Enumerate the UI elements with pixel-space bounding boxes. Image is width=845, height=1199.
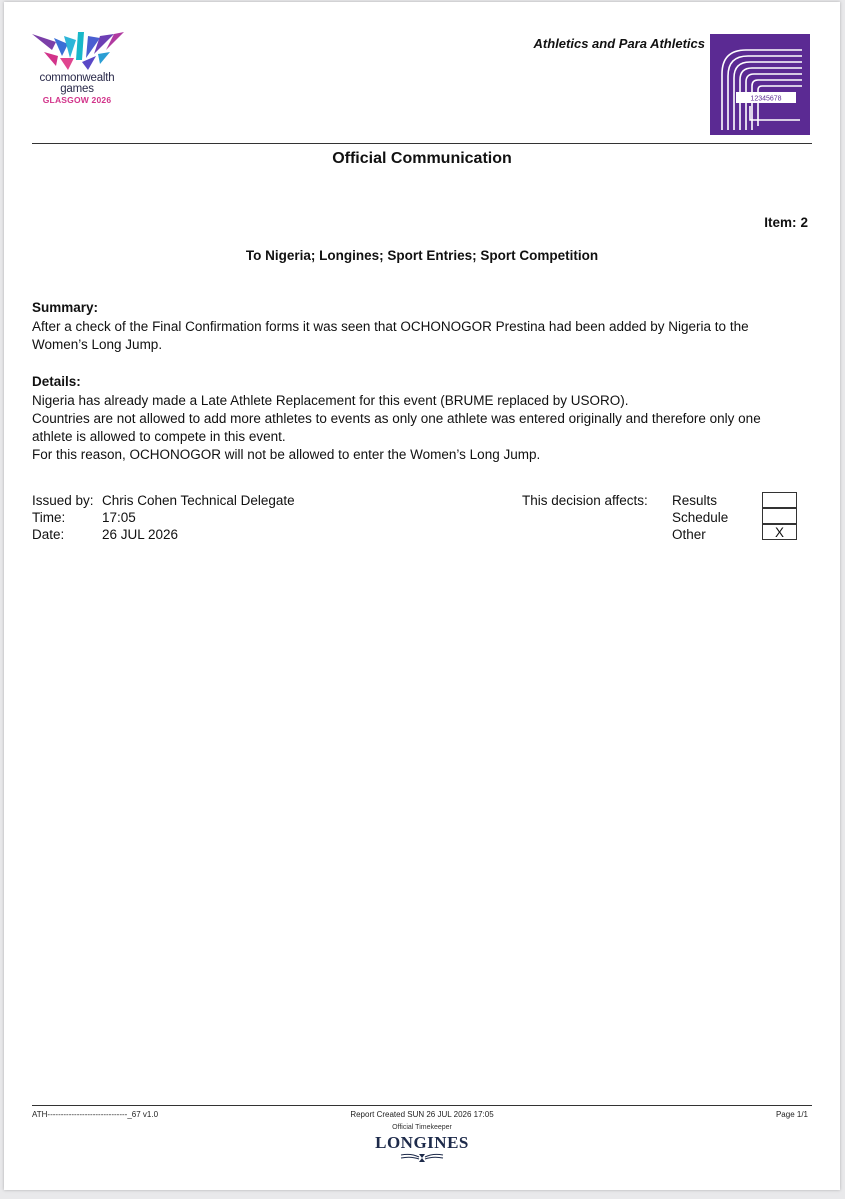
footer-report-created: Report Created SUN 26 JUL 2026 17:05: [350, 1110, 494, 1119]
header-divider: [32, 143, 812, 144]
affects-schedule-checkbox: [762, 508, 797, 524]
summary-line: After a check of the Final Confirmation forms it was seen that OCHONOGOR Prestina had been added by Nigeria to the: [32, 319, 749, 334]
time-label: Time:: [32, 510, 66, 525]
summary-text: [32, 318, 812, 354]
sport-title: Athletics and Para Athletics: [533, 36, 705, 51]
details-line: Nigeria has already made a Late Athlete Replacement for this event (BRUME replaced by USORO).: [32, 393, 629, 408]
item-value: 2: [800, 215, 808, 230]
affects-results-label: Results: [672, 493, 718, 508]
affects-results-checkbox: [762, 492, 797, 508]
affects-other-checkbox: X: [762, 524, 797, 540]
athletics-track-pictogram-icon: [710, 34, 810, 135]
item-label: Item:: [764, 215, 797, 230]
time-value: 17:05: [102, 510, 136, 525]
longines-logo-text: LONGINES: [375, 1133, 469, 1152]
affects-schedule-label: Schedule: [672, 510, 729, 525]
details-text: [32, 392, 812, 464]
track-lane-numbers: 12345678: [750, 95, 782, 103]
summary-line: Women’s Long Jump.: [32, 337, 163, 352]
date-label: Date:: [32, 527, 65, 542]
commonwealth-games-logo-icon: [30, 30, 126, 74]
decision-affects-label: This decision affects:: [522, 493, 648, 508]
document-page: [4, 2, 840, 1190]
date-value: 26 JUL 2026: [102, 527, 179, 542]
details-line: Countries are not allowed to add more athletes to events as only one athlete was entered originally and therefore only one: [32, 411, 761, 426]
logo-text-glasgow: GLASGOW 2026: [42, 95, 112, 105]
document-title: Official Communication: [332, 150, 512, 167]
official-timekeeper-label: Official Timekeeper: [392, 1124, 452, 1131]
details-heading: Details:: [32, 374, 81, 389]
recipients-line: To Nigeria; Longines; Sport Entries; Sport Competition: [245, 248, 599, 263]
footer-document-code: ATH------------------------------_67 v1.0: [32, 1110, 159, 1119]
footer-page-number: Page 1/1: [775, 1110, 808, 1119]
details-line: athlete is allowed to compete in this event.: [32, 429, 286, 444]
item-number: [764, 215, 808, 230]
affects-other-label: Other: [672, 527, 706, 542]
logo-text-games: games: [60, 83, 94, 95]
footer-divider: [32, 1105, 812, 1106]
logo-text-commonwealth: commonwealth: [39, 72, 115, 84]
summary-heading: Summary:: [32, 300, 99, 315]
details-line: For this reason, OCHONOGOR will not be allowed to enter the Women’s Long Jump.: [32, 447, 541, 462]
issued-by-label: Issued by:: [32, 493, 94, 508]
longines-winged-hourglass-icon: [399, 1151, 445, 1165]
issued-by-value: Chris Cohen Technical Delegate: [102, 493, 295, 508]
